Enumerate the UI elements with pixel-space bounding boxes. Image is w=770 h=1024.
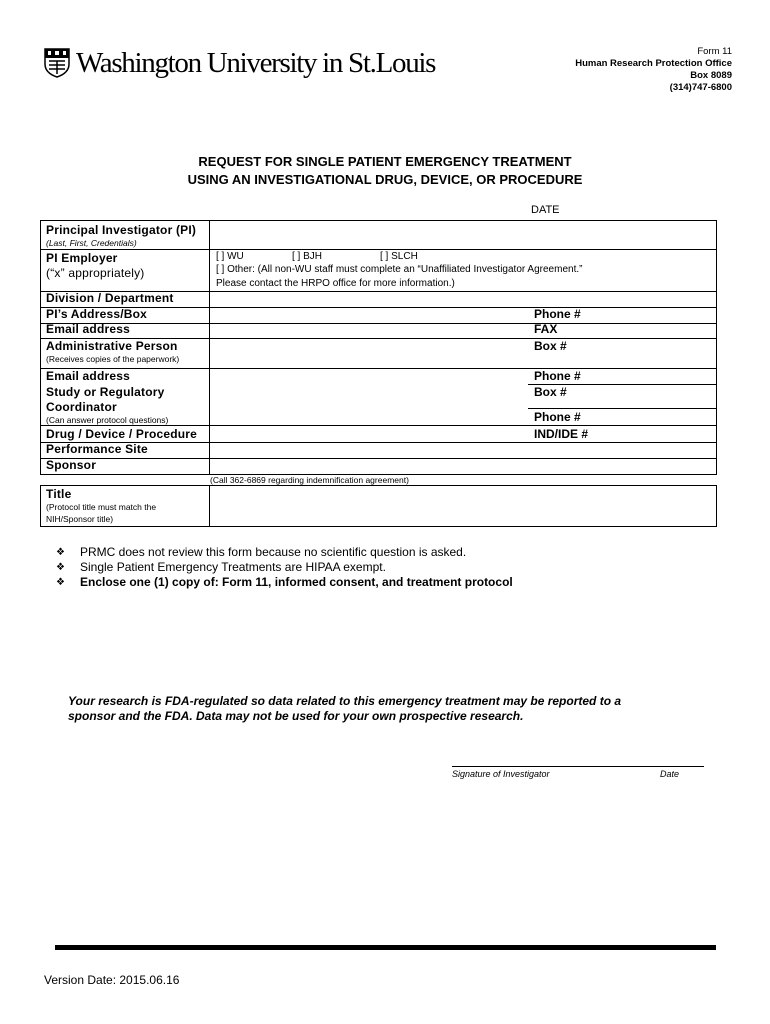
- box-field[interactable]: [622, 339, 716, 368]
- admin-person-field[interactable]: [210, 339, 528, 368]
- coordinator-label-line1: Study or Regulatory: [46, 385, 165, 399]
- diamond-bullet-icon: ❖: [56, 562, 65, 573]
- division-field[interactable]: [210, 292, 716, 307]
- footer-rule: [55, 945, 716, 950]
- sponsor-note: (Call 362-6869 regarding indemnification agreement): [210, 475, 409, 485]
- fax-label: FAX: [534, 322, 558, 336]
- admin-person-note: (Receives copies of the paperwork): [46, 354, 180, 364]
- performance-site-field[interactable]: [210, 443, 716, 458]
- employer-other-note: Please contact the HRPO office for more information.): [216, 278, 455, 289]
- pi-label: Principal Investigator (PI): [46, 223, 197, 237]
- coordinator-box-field[interactable]: [622, 385, 716, 408]
- coordinator-phone2-label: Phone #: [534, 410, 581, 424]
- box-label: Box #: [534, 339, 567, 353]
- employer-sub-label: (“x” appropriately): [46, 266, 145, 280]
- coordinator-field[interactable]: [210, 369, 528, 425]
- university-logo: [44, 46, 435, 80]
- employer-slch-checkbox[interactable]: [ ] SLCH: [380, 251, 418, 262]
- signature-line[interactable]: [452, 766, 704, 767]
- list-item: ❖ Enclose one (1) copy of: Form 11, informed consent, and treatment protocol: [56, 575, 513, 589]
- coordinator-box-label: Box #: [534, 385, 567, 399]
- title-label: Title: [46, 487, 72, 501]
- coordinator-phone-field[interactable]: [622, 369, 716, 384]
- coordinator-phone-label: Phone #: [534, 369, 581, 383]
- form-title-line1: REQUEST FOR SINGLE PATIENT EMERGENCY TREATMENT: [198, 154, 572, 169]
- drug-device-field[interactable]: [210, 426, 528, 442]
- instruction-list: [56, 545, 513, 590]
- request-form-table: [40, 220, 717, 528]
- employer-label: PI Employer: [46, 251, 118, 265]
- email-label: Email address: [46, 322, 130, 336]
- form-title-line2: USING AN INVESTIGATIONAL DRUG, DEVICE, OR PROCEDURE: [187, 172, 583, 187]
- address-field[interactable]: [210, 308, 528, 323]
- title-field[interactable]: [210, 486, 716, 526]
- address-label: PI’s Address/Box: [46, 307, 148, 321]
- signature-label: Signature of Investigator: [452, 769, 550, 779]
- sponsor-label: Sponsor: [46, 458, 97, 472]
- title-note-line2: NIH/Sponsor title): [46, 514, 114, 524]
- sponsor-field[interactable]: [210, 459, 716, 474]
- phone-field[interactable]: [622, 308, 716, 323]
- diamond-bullet-icon: ❖: [56, 547, 65, 558]
- university-shield-icon: [44, 48, 70, 78]
- employer-wu-checkbox[interactable]: [ ] WU: [216, 251, 244, 262]
- fda-notice: Your research is FDA-regulated so data related to this emergency treatment may be reported to a sponsor and the FDA. Data may not be used for your own prospective research.: [68, 694, 622, 723]
- ind-ide-field[interactable]: [622, 426, 716, 442]
- logo-wordmark: Washington University in St.Louis: [76, 46, 436, 79]
- coordinator-label-line2: Coordinator: [46, 400, 117, 414]
- diamond-bullet-icon: ❖: [56, 577, 65, 588]
- phone-label: Phone #: [534, 307, 581, 321]
- employer-other-checkbox[interactable]: [ ] Other: (All non-WU staff must complete an “Unaffiliated Investigator Agreement.”: [216, 264, 583, 275]
- fax-field[interactable]: [622, 324, 716, 338]
- date-label: DATE: [531, 204, 560, 216]
- performance-site-label: Performance Site: [46, 442, 148, 456]
- division-label: Division / Department: [46, 291, 174, 305]
- version-date: Version Date: 2015.06.16: [44, 973, 180, 987]
- email-field[interactable]: [210, 324, 528, 338]
- list-item: ❖ Single Patient Emergency Treatments are HIPAA exempt.: [56, 560, 386, 574]
- drug-device-label: Drug / Device / Procedure: [46, 427, 198, 441]
- office-name: Human Research Protection Office: [575, 58, 732, 69]
- signature-date-label: Date: [660, 769, 680, 779]
- coordinator-note: (Can answer protocol questions): [46, 415, 169, 425]
- ind-ide-label: IND/IDE #: [534, 427, 589, 441]
- form-number: Form 11: [697, 46, 732, 57]
- pi-note: (Last, First, Credentials): [46, 238, 137, 248]
- admin-person-label: Administrative Person: [46, 339, 178, 353]
- coordinator-phone2-field[interactable]: [622, 409, 716, 425]
- pi-field[interactable]: [210, 221, 716, 249]
- employer-bjh-checkbox[interactable]: [ ] BJH: [292, 251, 323, 262]
- title-note-line1: (Protocol title must match the: [46, 502, 157, 512]
- list-item: ❖ PRMC does not review this form because no scientific question is asked.: [56, 545, 467, 559]
- office-box: Box 8089: [690, 70, 732, 81]
- office-contact-block: [575, 46, 732, 94]
- office-phone: (314)747-6800: [669, 82, 732, 93]
- coordinator-email-label: Email address: [46, 369, 130, 383]
